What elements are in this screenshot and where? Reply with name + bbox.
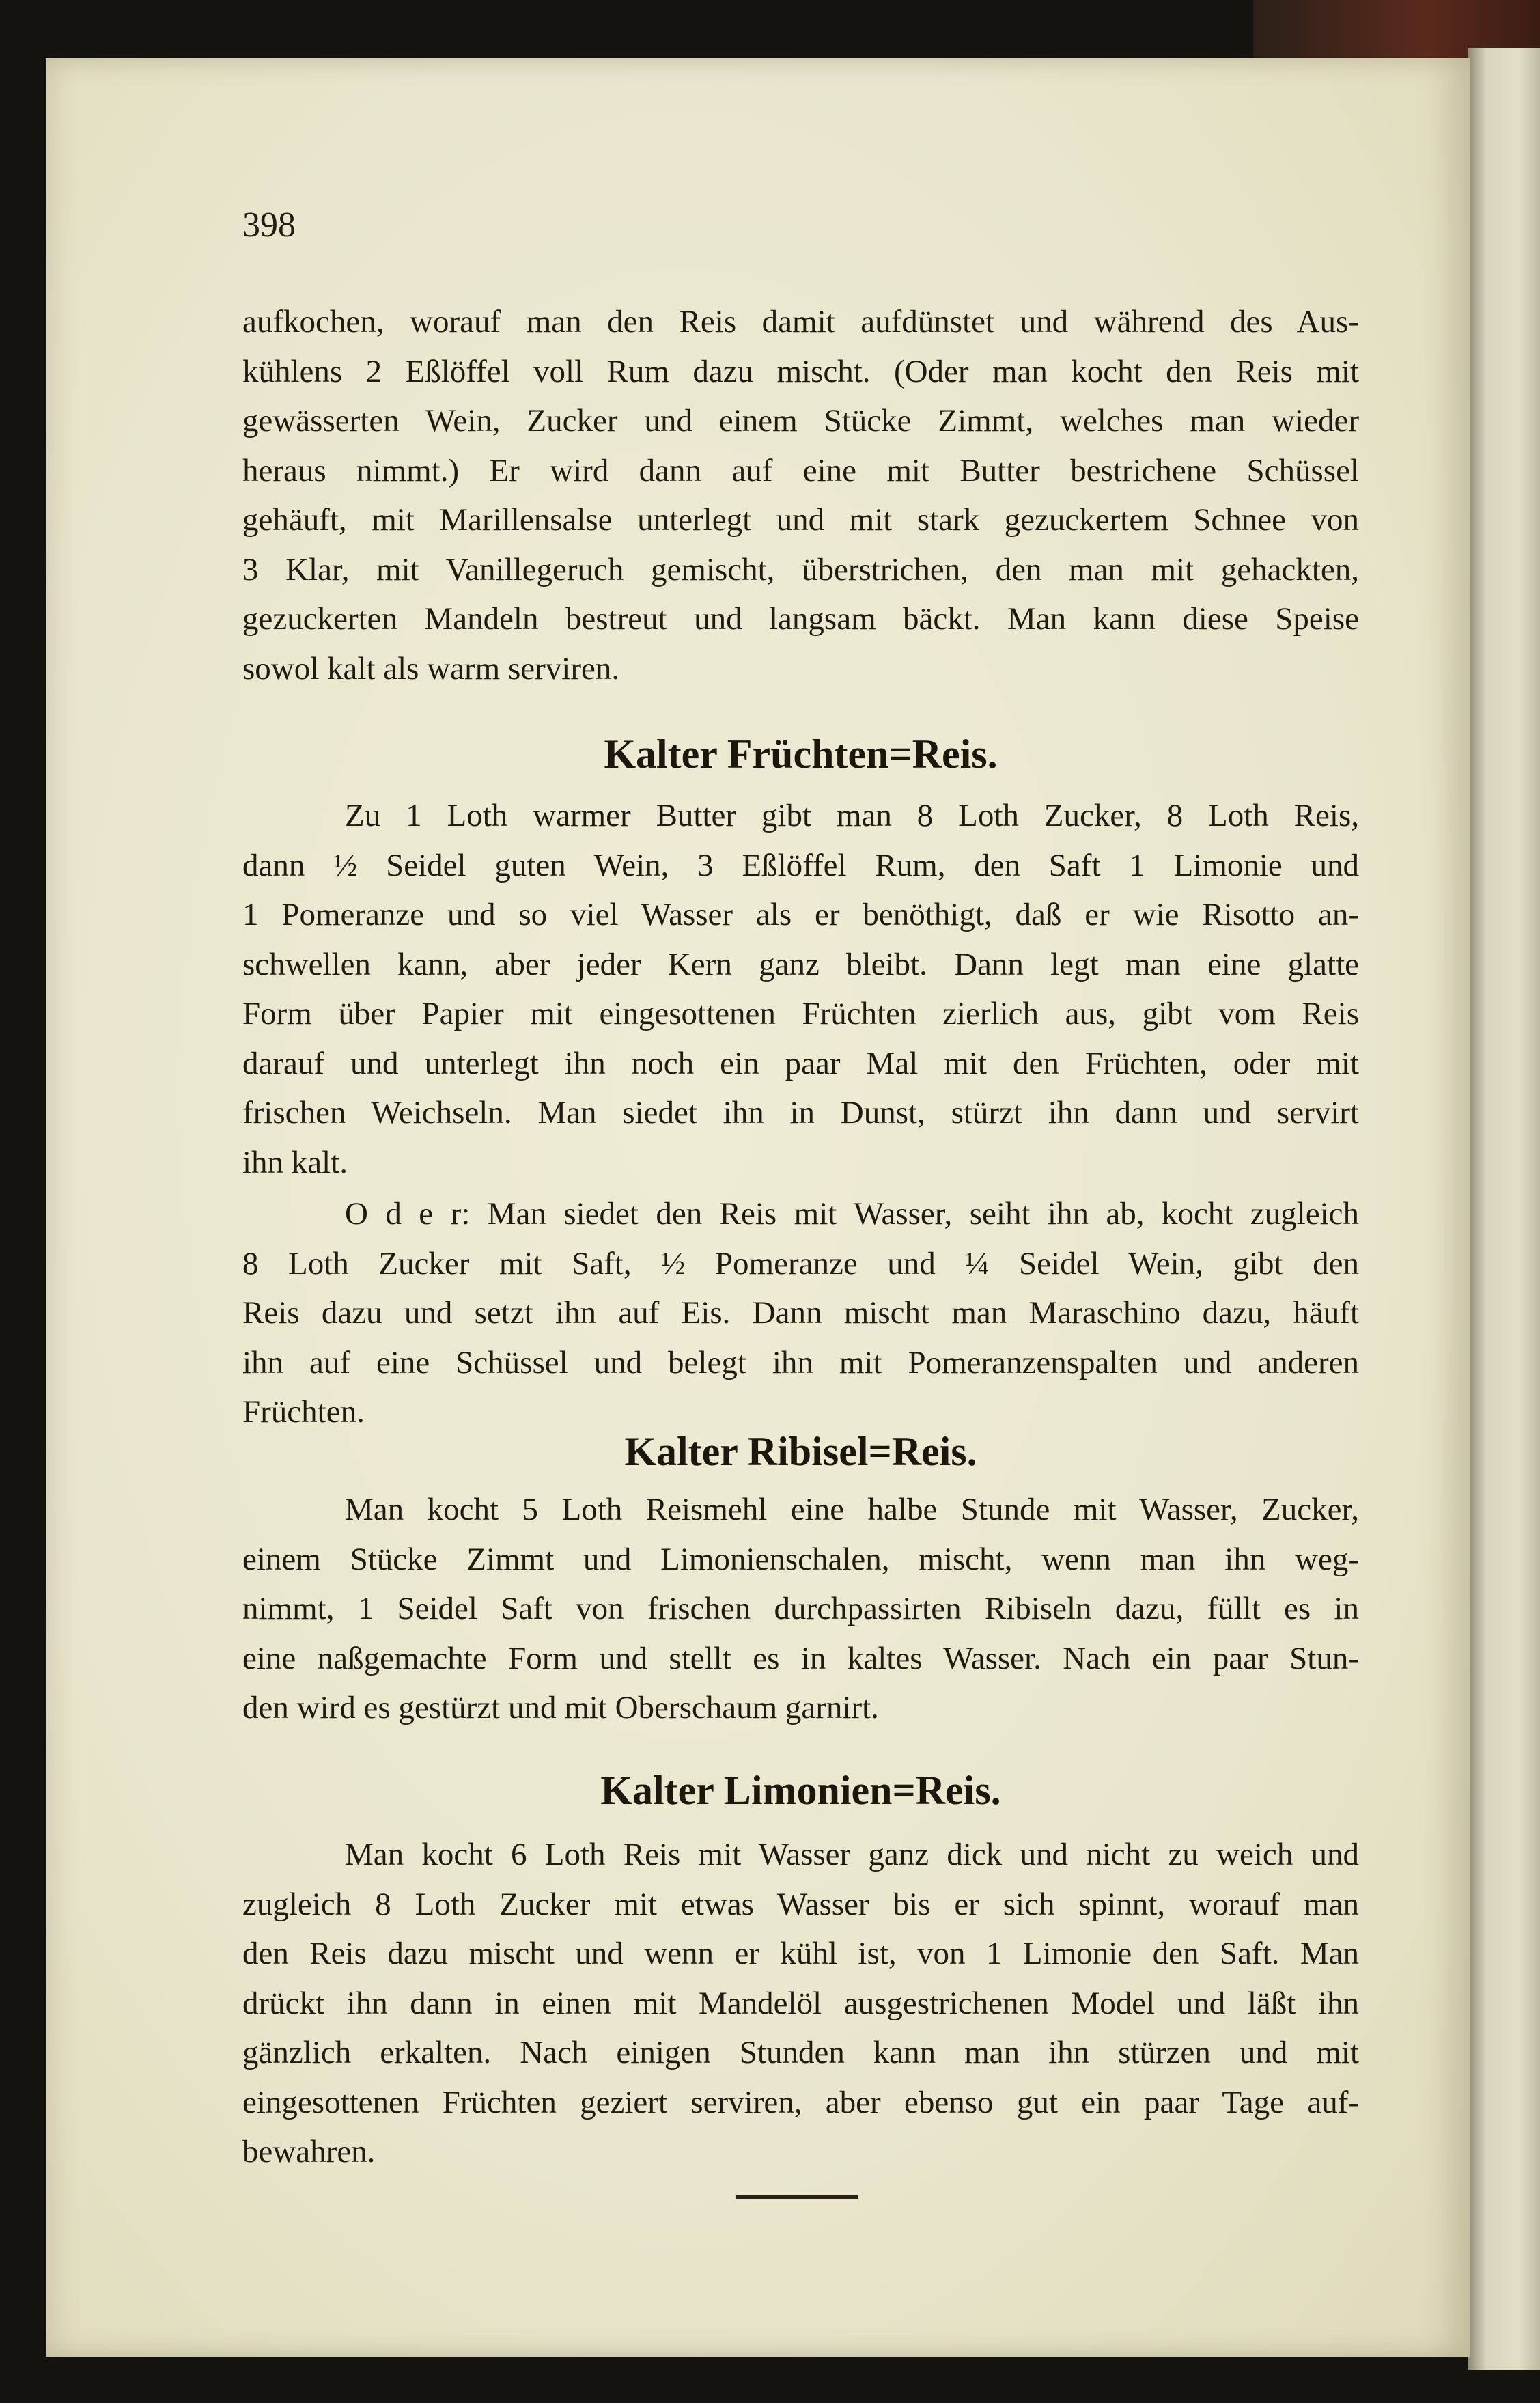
text-line: Man kocht 6 Loth Reis mit Wasser ganz dick und nicht zu weich und bbox=[345, 1837, 1359, 1872]
recipe-heading: Kalter Früchten=Reis. bbox=[604, 732, 998, 777]
text-line: Man kocht 5 Loth Reismehl eine halbe Stunde mit Wasser, Zucker, bbox=[345, 1492, 1359, 1527]
text-line: gehäuft, mit Marillensalse unterlegt und mit stark gezuckertem Schnee von bbox=[242, 502, 1359, 538]
text-line: 3 Klar, mit Vanillegeruch gemischt, überstrichen, den man mit gehackten, bbox=[242, 551, 1359, 587]
text-line: einem Stücke Zimmt und Limonienschalen, mischt, wenn man ihn weg- bbox=[242, 1541, 1359, 1577]
text-line: gezuckerten Mandeln bestreut und langsam bäckt. Man kann diese Speise bbox=[242, 601, 1359, 637]
end-rule bbox=[736, 2195, 858, 2199]
text-line: zugleich 8 Loth Zucker mit etwas Wasser bis er sich spinnt, worauf man bbox=[242, 1886, 1359, 1922]
recipe-heading: Kalter Ribisel=Reis. bbox=[624, 1429, 977, 1474]
text-line: heraus nimmt.) Er wird dann auf eine mit Butter bestrichene Schüssel bbox=[242, 452, 1359, 488]
next-page-edge bbox=[1468, 48, 1540, 2370]
text-line: schwellen kann, aber jeder Kern ganz bleibt. Dann legt man eine glatte bbox=[242, 946, 1359, 982]
text-line: dann ½ Seidel guten Wein, 3 Eßlöffel Rum, den Saft 1 Limonie und bbox=[242, 847, 1359, 883]
text-line: nimmt, 1 Seidel Saft von frischen durchpassirten Ribiseln dazu, füllt es in bbox=[242, 1591, 1359, 1626]
text-line: Form über Papier mit eingesottenen Früchten zierlich aus, gibt vom Reis bbox=[242, 996, 1359, 1031]
page-number: 398 bbox=[242, 206, 296, 245]
text-line: bewahren. bbox=[242, 2134, 376, 2169]
text-line: Früchten. bbox=[242, 1394, 365, 1430]
text-line: darauf und unterlegt ihn noch ein paar Mal mit den Früchten, oder mit bbox=[242, 1045, 1359, 1081]
text-line: sowol kalt als warm serviren. bbox=[242, 650, 620, 686]
text-line: aufkochen, worauf man den Reis damit aufdünstet und während des Aus- bbox=[242, 304, 1359, 339]
text-line: Reis dazu und setzt ihn auf Eis. Dann mischt man Maraschino dazu, häuft bbox=[242, 1295, 1359, 1331]
text-line: ihn kalt. bbox=[242, 1144, 348, 1180]
text-line: 8 Loth Zucker mit Saft, ½ Pomeranze und ¼ Seidel Wein, gibt den bbox=[242, 1245, 1359, 1281]
recipe-heading: Kalter Limonien=Reis. bbox=[600, 1768, 1001, 1813]
text-line: kühlens 2 Eßlöffel voll Rum dazu mischt. (Oder man kocht den Reis mit bbox=[242, 353, 1359, 389]
text-line: den wird es gestürzt und mit Oberschaum garnirt. bbox=[242, 1690, 879, 1725]
text-line: eine naßgemachte Form und stellt es in kaltes Wasser. Nach ein paar Stun- bbox=[242, 1640, 1359, 1676]
text-line: drückt ihn dann in einen mit Mandelöl ausgestrichenen Model und läßt ihn bbox=[242, 1985, 1359, 2021]
text-line: O d e r: Man siedet den Reis mit Wasser, seiht ihn ab, kocht zugleich bbox=[345, 1196, 1359, 1232]
text-line: gewässerten Wein, Zucker und einem Stücke Zimmt, welches man wieder bbox=[242, 403, 1359, 439]
text-line: den Reis dazu mischt und wenn er kühl ist, von 1 Limonie den Saft. Man bbox=[242, 1936, 1359, 1971]
text-line: Zu 1 Loth warmer Butter gibt man 8 Loth Zucker, 8 Loth Reis, bbox=[345, 798, 1359, 833]
text-line: frischen Weichseln. Man siedet ihn in Dunst, stürzt ihn dann und servirt bbox=[242, 1095, 1359, 1130]
text-line: 1 Pomeranze und so viel Wasser als er benöthigt, daß er wie Risotto an- bbox=[242, 897, 1359, 932]
text-line: gänzlich erkalten. Nach einigen Stunden kann man ihn stürzen und mit bbox=[242, 2035, 1359, 2070]
text-line: ihn auf eine Schüssel und belegt ihn mit Pomeranzenspalten und anderen bbox=[242, 1344, 1359, 1380]
text-line: eingesottenen Früchten geziert serviren, aber ebenso gut ein paar Tage auf- bbox=[242, 2084, 1359, 2120]
